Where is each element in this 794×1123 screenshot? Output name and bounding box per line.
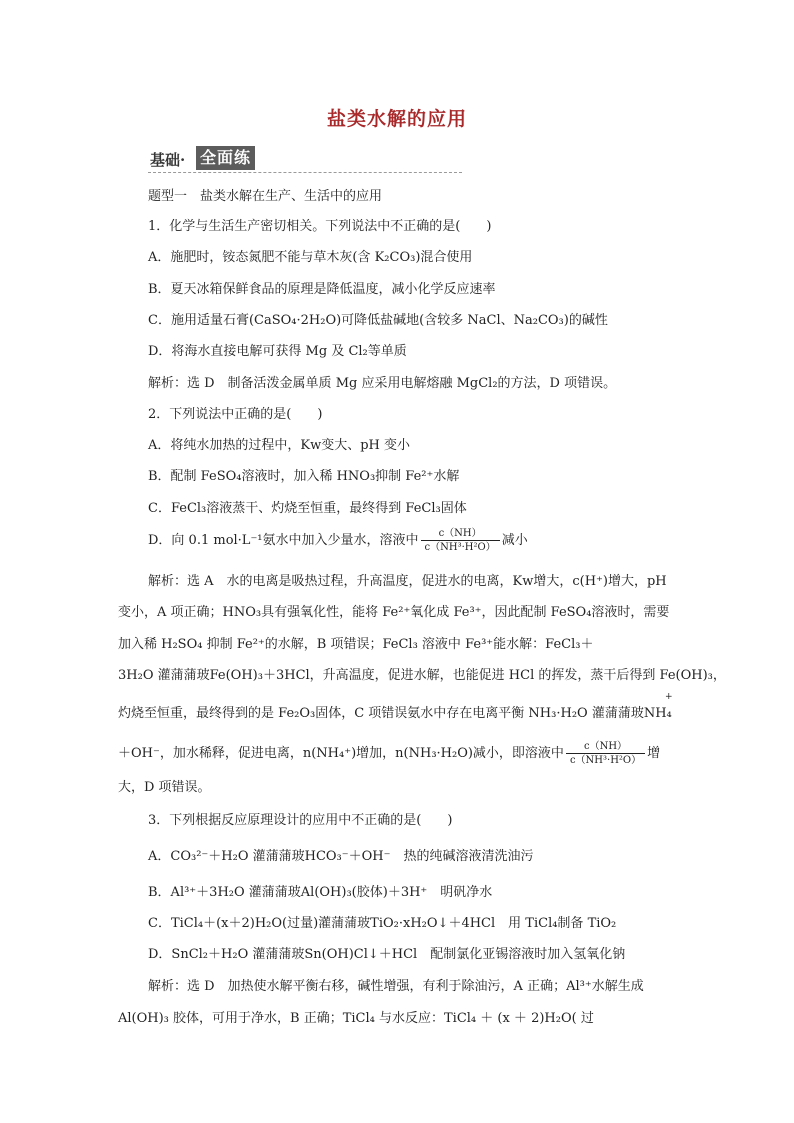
q3-option-b: B．Al³⁺＋3H₂O 灌蒲蒲玻Al(OH)₃(胶体)＋3H⁺ 明矾净水 xyxy=(148,885,493,900)
q2-analysis-line-6-text: ＋OH⁻，加水稀释，促进电离，n(NH₄⁺)增加，n(NH₃·H₂O)减小，即溶液中 xyxy=(118,746,564,761)
section-badge: 全面练 xyxy=(196,146,255,170)
page-title: 盐类水解的应用 xyxy=(326,108,467,130)
fraction-1 xyxy=(421,527,500,554)
question-3: 3．下列根据反应原理设计的应用中不正确的是( ) xyxy=(148,813,453,828)
section-header xyxy=(148,146,462,173)
question-type-heading: 题型一 盐类水解在生产、生活中的应用 xyxy=(148,189,383,204)
fraction-2-denominator: c（NH³·H²O） xyxy=(569,755,642,766)
q2-option-d-text: D．向 0.1 mol·L⁻¹氨水中加入少量水，溶液中 xyxy=(148,533,419,548)
q2-analysis-line-1: 解析：选 A 水的电离是吸热过程，升高温度，促进水的电离，Kw增大，c(H⁺)增大，pH xyxy=(148,574,667,589)
q1-option-b: B．夏天冰箱保鲜食品的原理是降低温度，减小化学反应速率 xyxy=(148,282,496,297)
q1-option-c: C．施用适量石膏(CaSO₄·2H₂O)可降低盐碱地(含较多 NaCl、Na₂CO₃)的碱性 xyxy=(148,313,608,328)
q1-analysis: 解析：选 D 制备活泼金属单质 Mg 应采用电解熔融 MgCl₂的方法，D 项错误。 xyxy=(148,376,617,391)
q3-analysis-line-2: Al(OH)₃ 胶体，可用于净水，B 正确；TiCl₄ 与水反应：TiCl₄ ＋ (x ＋ 2)H₂O( 过 xyxy=(118,1011,594,1026)
q2-analysis-line-5: 灼烧至恒重，最终得到的是 Fe₂O₃固体，C 项错误氨水中存在电离平衡 NH₃·H₂O 灌蒲蒲玻NH₄ xyxy=(118,706,672,721)
q2-option-a: A．将纯水加热的过程中，Kw变大、pH 变小 xyxy=(148,438,411,453)
q2-option-c: C．FeCl₃溶液蒸干、灼烧至恒重，最终得到 FeCl₃固体 xyxy=(148,501,467,516)
q2-analysis-line-2: 变小，A 项正确；HNO₃具有强氧化性，能将 Fe²⁺氧化成 Fe³⁺，因此配制 FeSO₄溶液时，需要 xyxy=(118,605,670,620)
q2-option-d xyxy=(148,527,528,554)
fraction-2 xyxy=(566,740,645,767)
q2-analysis-line-3: 加入稀 H₂SO₄ 抑制 Fe²⁺的水解，B 项错误；FeCl₃ 溶液中 Fe³⁺能水解：FeCl₃＋ xyxy=(118,637,594,652)
q1-option-d: D．将海水直接电解可获得 Mg 及 Cl₂等单质 xyxy=(148,344,407,359)
q2-analysis-line-6-tail: 增 xyxy=(647,746,661,761)
question-1: 1．化学与生活生产密切相关。下列说法中不正确的是( ) xyxy=(148,219,492,234)
question-2: 2．下列说法中正确的是( ) xyxy=(148,407,323,422)
q3-option-c: C．TiCl₄＋(x＋2)H₂O(过量)灌蒲蒲玻TiO₂·xH₂O↓＋4HCl 用 TiCl₄制备 TiO₂ xyxy=(148,916,617,931)
q2-analysis-line-7: 大，D 项错误。 xyxy=(118,780,211,795)
fraction-1-denominator: c（NH³·H²O） xyxy=(424,542,496,553)
q3-analysis-line-1: 解析：选 D 加热使水解平衡右移，碱性增强，有利于除油污，A 正确；Al³⁺水解生成 xyxy=(148,979,644,994)
q2-analysis-line-4: 3H₂O 灌蒲蒲玻Fe(OH)₃＋3HCl，升高温度，促进水解，也能促进 HCl 的挥发，蒸干后得到 Fe(OH)₃， xyxy=(118,668,726,683)
fraction-2-numerator: c（NH） xyxy=(566,740,645,754)
q3-option-d: D．SnCl₂＋H₂O 灌蒲蒲玻Sn(OH)Cl↓＋HCl 配制氯化亚锡溶液时加入氢氧化钠 xyxy=(148,947,626,962)
fraction-1-numerator: c（NH） xyxy=(421,527,500,541)
q2-option-d-tail: 减小 xyxy=(501,533,528,548)
section-label: 基础· xyxy=(150,151,186,169)
q2-analysis-line-6 xyxy=(118,740,660,767)
plus-superscript: + xyxy=(665,692,673,702)
q3-option-a: A．CO₃²⁻＋H₂O 灌蒲蒲玻HCO₃⁻＋OH⁻ 热的纯碱溶液清洗油污 xyxy=(148,849,534,864)
q2-option-b: B．配制 FeSO₄溶液时，加入稀 HNO₃抑制 Fe²⁺水解 xyxy=(148,469,460,484)
q1-option-a: A．施肥时，铵态氮肥不能与草木灰(含 K₂CO₃)混合使用 xyxy=(148,250,473,265)
